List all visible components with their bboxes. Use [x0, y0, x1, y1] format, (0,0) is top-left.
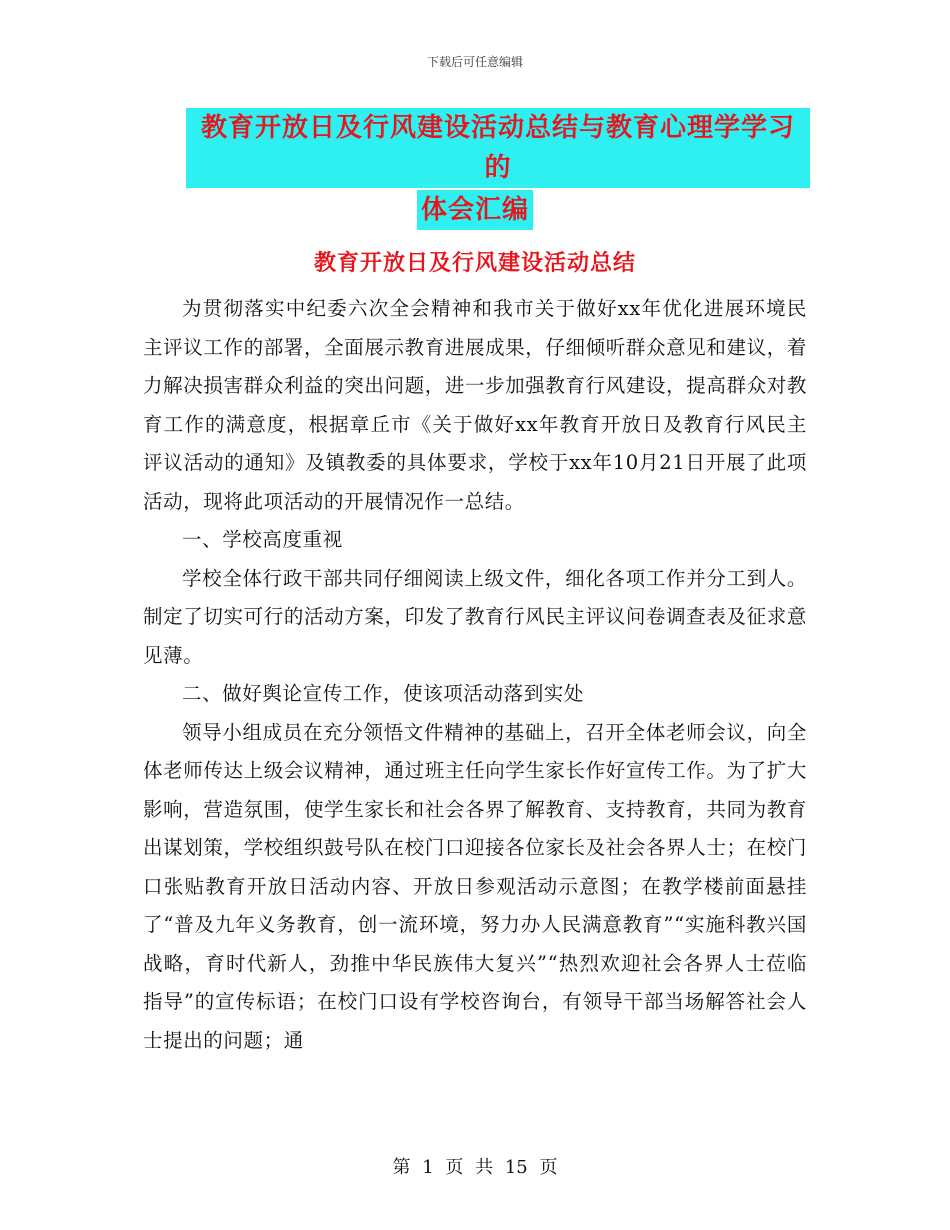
section-title: 教育开放日及行风建设活动总结: [313, 251, 636, 276]
paragraph-intro: 为贯彻落实中纪委六次全会精神和我市关于做好xx年优化进展环境民主评议工作的部署，全面展示教育进展成果，仔细倾听群众意见和建议，着力解决损害群众利益的突出问题，进一步加强教育行风建设，提高群众对教育工作的满意度，根据章丘市《关于做好xx年教育开放日及教育行风民主评议活动的通知》及镇教委的具体要求，学校于xx年10月21日开展了此项活动，现将此项活动的开展情况作一总结。: [143, 297, 807, 513]
body-text: [143, 290, 807, 1060]
document-title-line-1: 教育开放日及行风建设活动总结与教育心理学学习的: [186, 108, 810, 188]
header-note: 下载后可任意编辑: [426, 55, 523, 69]
paragraph-one: 学校全体行政干部共同仔细阅读上级文件，细化各项工作并分工到人。制定了切实可行的活动方案，印发了教育行风民主评议问卷调查表及征求意见薄。: [143, 566, 807, 667]
heading-two: 二、做好舆论宣传工作，使该项活动落到实处: [182, 682, 585, 705]
document-title-line-2: 体会汇编: [417, 190, 533, 230]
heading-one: 一、学校高度重视: [182, 528, 343, 551]
paragraph-two: 领导小组成员在充分领悟文件精神的基础上，召开全体老师会议，向全体老师传达上级会议精神，通过班主任向学生家长作好宣传工作。为了扩大影响，营造氛围，使学生家长和社会各界了解教育、支持教育，共同为教育出谋划策，学校组织鼓号队在校门口迎接各位家长及社会各界人士；在校门口张贴教育开放日活动内容、开放日参观活动示意图；在教学楼前面悬挂了“普及九年义务教育，创一流环境，努力办人民满意教育”“实施科教兴国战略，育时代新人，劲推中华民族伟大复兴”“热烈欢迎社会各界人士莅临指导”的宣传标语；在校门口设有学校咨询台，有领导干部当场解答社会人士提出的问题；通: [143, 720, 807, 1052]
page-footer: 第 1 页 共 15 页: [392, 1157, 558, 1178]
document-title: [140, 108, 810, 232]
